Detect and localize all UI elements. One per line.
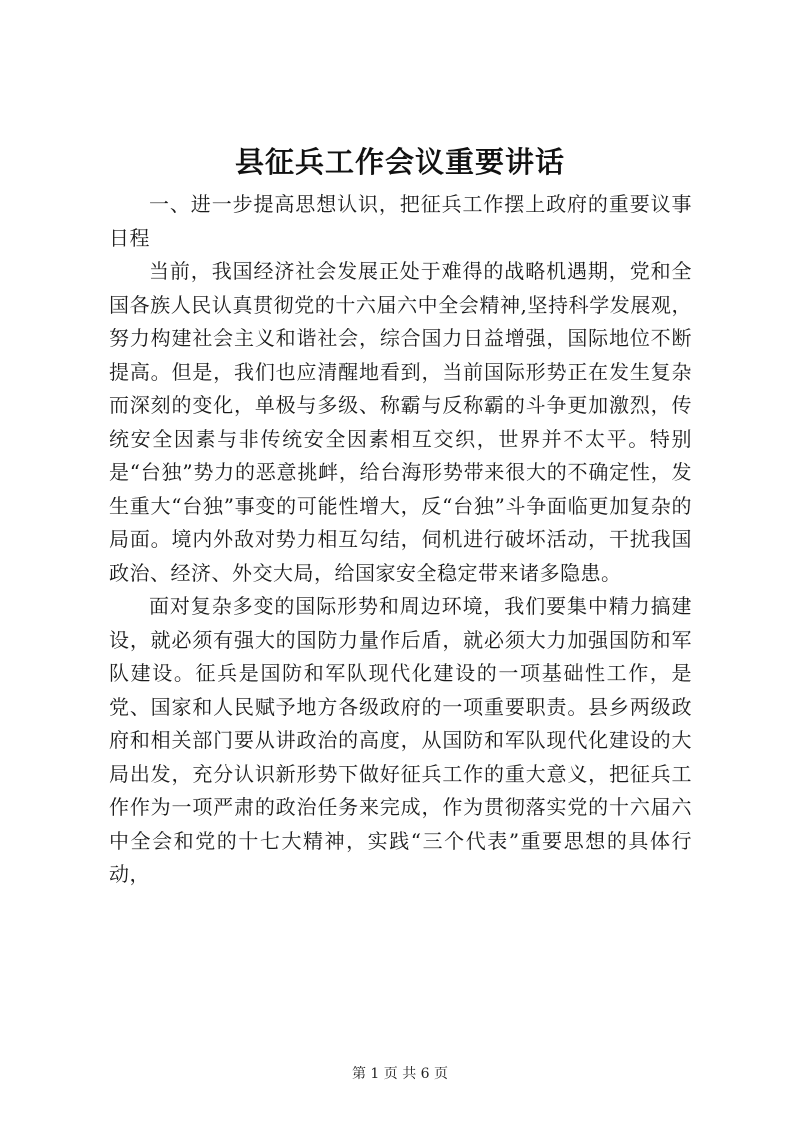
section-heading: 一、进一步提高思想认识，把征兵工作摆上政府的重要议事日程 [109, 192, 692, 250]
document-body [109, 188, 692, 892]
page-footer [0, 1063, 800, 1083]
document-title: 县征兵工作会议重要讲话 [234, 145, 565, 179]
paragraph-2: 面对复杂多变的国际形势和周边环境，我们要集中精力搞建设，就必须有强大的国防力量作后盾，就必须大力加强国防和军队建设。征兵是国防和军队现代化建设的一项基础性工作，是党、国家和人民赋予地方各级政府的一项重要职责。县乡两级政府和相关部门要从讲政治的高度，从国防和军队现代化建设的大局出发，充分认识新形势下做好征兵工作的重大意义，把征兵工作作为一项严肃的政治任务来完成，作为贯彻落实党的十六届六中全会和党的十七大精神，实践“三个代表”重要思想的具体行动， [109, 594, 692, 886]
paragraph-1: 当前，我国经济社会发展正处于难得的战略机遇期，党和全国各族人民认真贯彻党的十六届六中全会精神,坚持科学发展观，努力构建社会主义和谐社会，综合国力日益增强，国际地位不断提高。但是，我们也应清醒地看到，当前国际形势正在发生复杂而深刻的变化，单极与多级、称霸与反称霸的斗争更加激烈，传统安全因素与非传统安全因素相互交织，世界并不太平。特别是“台独”势力的恶意挑衅，给台海形势带来很大的不确定性，发生重大“台独”事变的可能性增大，反“台独”斗争面临更加复杂的局面。境内外敌对势力相互勾结，伺机进行破坏活动，干扰我国政治、经济、外交大局，给国家安全稳定带来诸多隐患。 [109, 259, 692, 585]
page-indicator: 第 1 页 共 6 页 [351, 1066, 449, 1082]
